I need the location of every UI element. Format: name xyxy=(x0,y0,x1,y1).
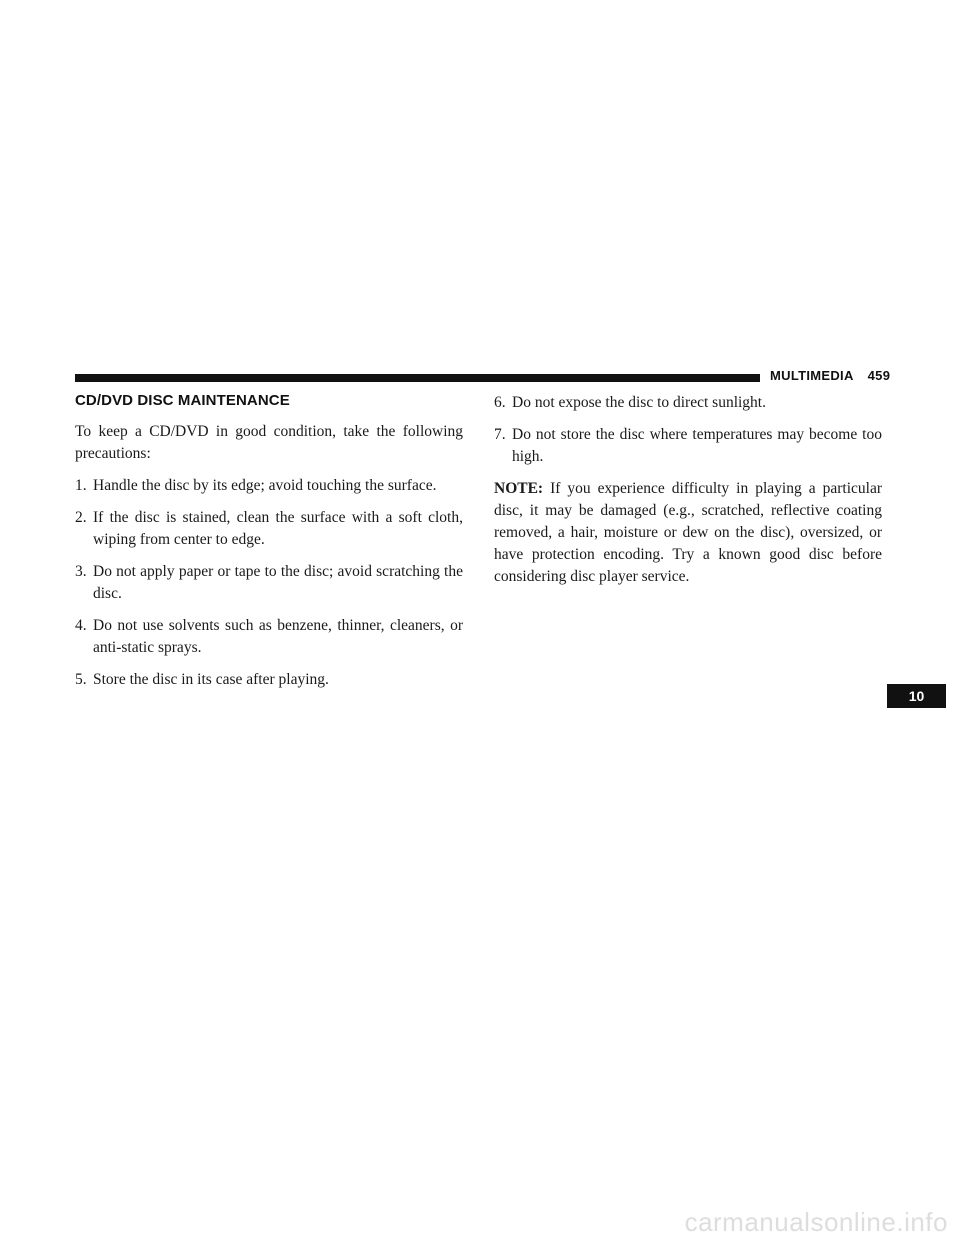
watermark: carmanualsonline.info xyxy=(684,1207,948,1237)
list-item xyxy=(75,475,463,497)
right-column xyxy=(494,392,882,598)
list-item xyxy=(75,669,463,691)
step-number: 6. xyxy=(494,394,506,411)
step-text: Do not expose the disc to direct sunlight. xyxy=(512,394,766,411)
note-label: NOTE: xyxy=(494,480,544,497)
list-item xyxy=(75,561,463,605)
intro-paragraph: To keep a CD/DVD in good condition, take the following precautions: xyxy=(75,423,463,462)
step-number: 2. xyxy=(75,509,87,526)
header-rule xyxy=(75,374,760,382)
header-section-title: MULTIMEDIA xyxy=(770,368,854,383)
step-number: 3. xyxy=(75,563,87,580)
left-column xyxy=(75,392,463,701)
step-text: If the disc is stained, clean the surface with a soft cloth, wiping from center to edge. xyxy=(93,509,463,548)
steps-list-part-1 xyxy=(75,475,463,691)
step-number: 1. xyxy=(75,477,87,494)
list-item xyxy=(494,424,882,468)
step-number: 4. xyxy=(75,617,87,634)
step-number: 5. xyxy=(75,671,87,688)
chapter-tab: 10 xyxy=(887,684,946,708)
list-item xyxy=(494,392,882,414)
page-number: 459 xyxy=(867,368,891,383)
step-text: Do not apply paper or tape to the disc; avoid scratching the disc. xyxy=(93,563,463,602)
step-text: Handle the disc by its edge; avoid touching the surface. xyxy=(93,477,437,494)
section-title: CD/DVD DISC MAINTENANCE xyxy=(75,392,290,409)
steps-list-part-2 xyxy=(494,392,882,468)
step-text: Do not store the disc where temperatures may become too high. xyxy=(512,426,882,465)
list-item xyxy=(75,615,463,659)
note-text: If you experience difficulty in playing a particular disc, it may be damaged (e.g., scratched, reflective coating removed, a hair, moisture or dew on the disc), oversized, or have protection encoding. Try a known good disc before considering disc player service. xyxy=(494,480,882,585)
list-item xyxy=(75,507,463,551)
page-header xyxy=(770,368,890,383)
step-text: Do not use solvents such as benzene, thinner, cleaners, or anti-static sprays. xyxy=(93,617,463,656)
step-number: 7. xyxy=(494,426,506,443)
note-paragraph xyxy=(494,478,882,588)
step-text: Store the disc in its case after playing. xyxy=(93,671,329,688)
